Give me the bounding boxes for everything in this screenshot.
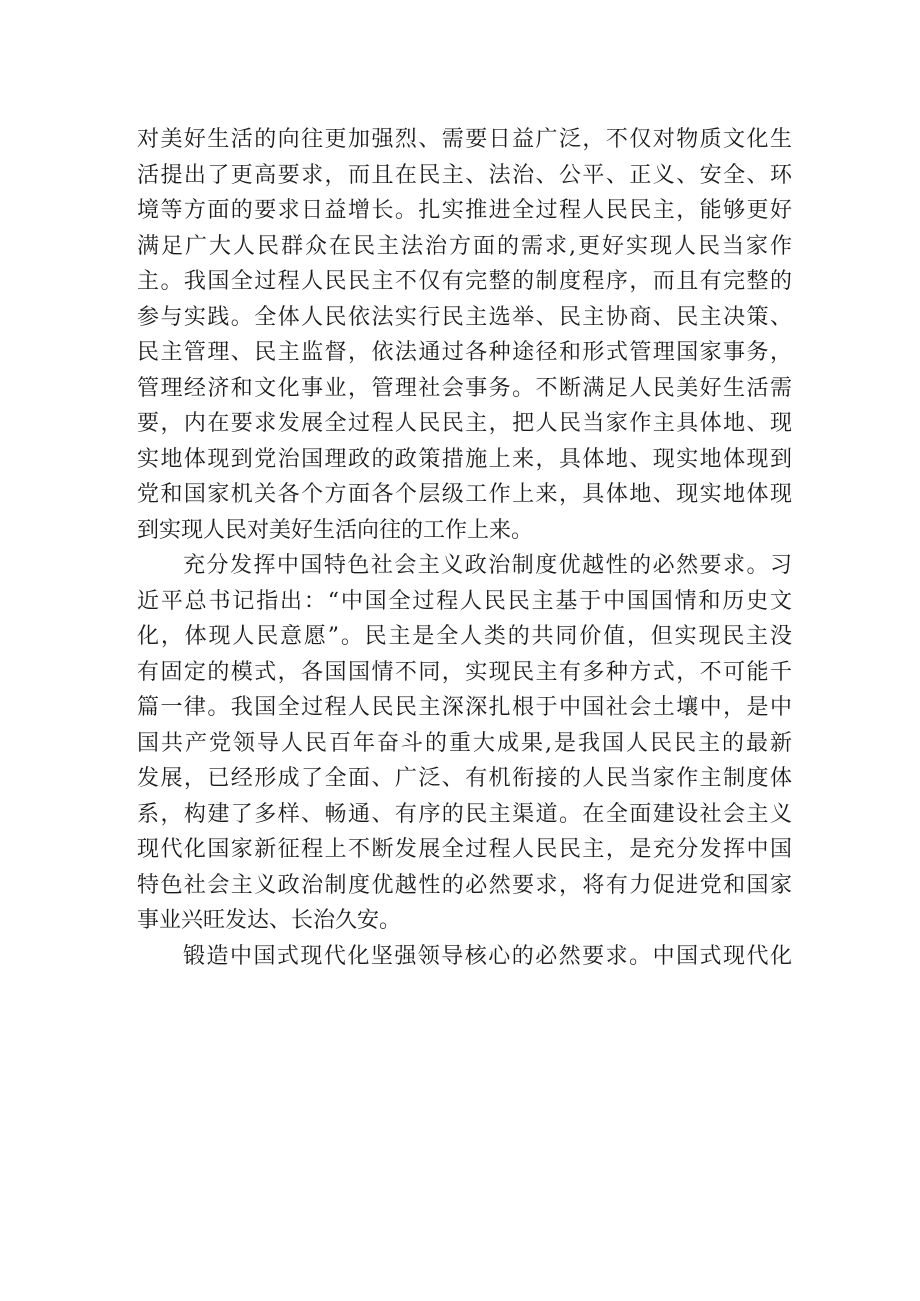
paragraph-3 — [137, 939, 792, 975]
text-line: 主。我国全过程人民民主不仅有完整的制度程序，而且有完整的 — [137, 269, 792, 294]
text-line: 民主管理、民主监督，依法通过各种途径和形式管理国家事务， — [137, 340, 792, 365]
text-line: 党和国家机关各个方面各个层级工作上来，具体地、现实地体现 — [137, 482, 792, 507]
text-line: 国共产党领导人民百年奋斗的重大成果,是我国人民民主的最新 — [137, 730, 792, 756]
text-line: 境等方面的要求日益增长。扎实推进全过程人民民主，能够更好 — [137, 198, 792, 223]
text-line: 充分发挥中国特色社会主义政治制度优越性的必然要求。习 — [183, 553, 792, 578]
text-line: 要，内在要求发展全过程人民民主，把人民当家作主具体地、现 — [137, 411, 792, 436]
paragraph-1 — [137, 122, 792, 548]
text-line: 活提出了更高要求，而且在民主、法治、公平、正义、安全、环 — [137, 162, 792, 188]
text-line: 系，构建了多样、畅通、有序的民主渠道。在全面建设社会主义 — [137, 801, 792, 827]
text-line: 近平总书记指出：“中国全过程人民民主基于中国国情和历史文 — [137, 588, 792, 614]
text-line: 现代化国家新征程上不断发展全过程人民民主，是充分发挥中国 — [137, 837, 792, 862]
text-line: 发展，已经形成了全面、广泛、有机衔接的人民当家作主制度体 — [137, 766, 792, 791]
text-line: 实地体现到党治国理政的政策措施上来，具体地、现实地体现到 — [137, 446, 792, 472]
text-line: 有固定的模式，各国国情不同，实现民主有多种方式，不可能千 — [137, 659, 792, 685]
text-line: 参与实践。全体人民依法实行民主选举、民主协商、民主决策、 — [137, 304, 792, 330]
text-line: 特色社会主义政治制度优越性的必然要求，将有力促进党和国家 — [137, 872, 792, 898]
text-line: 到实现人民对美好生活向往的工作上来。 — [137, 517, 534, 543]
text-line: 满足广大人民群众在民主法治方面的需求,更好实现人民当家作 — [137, 233, 792, 259]
text-line: 管理经济和文化事业，管理社会事务。不断满足人民美好生活需 — [137, 375, 792, 401]
document-body — [137, 122, 792, 974]
text-line: 篇一律。我国全过程人民民主深深扎根于中国社会土壤中，是中 — [137, 695, 792, 720]
text-line: 锻造中国式现代化坚强领导核心的必然要求。中国式现代化 — [183, 943, 792, 969]
paragraph-2 — [137, 548, 792, 939]
text-line: 化，体现人民意愿”。民主是全人类的共同价值，但实现民主没 — [137, 624, 792, 649]
text-line: 对美好生活的向往更加强烈、需要日益广泛，不仅对物质文化生 — [137, 127, 792, 152]
text-line: 事业兴旺发达、长治久安。 — [137, 908, 402, 933]
